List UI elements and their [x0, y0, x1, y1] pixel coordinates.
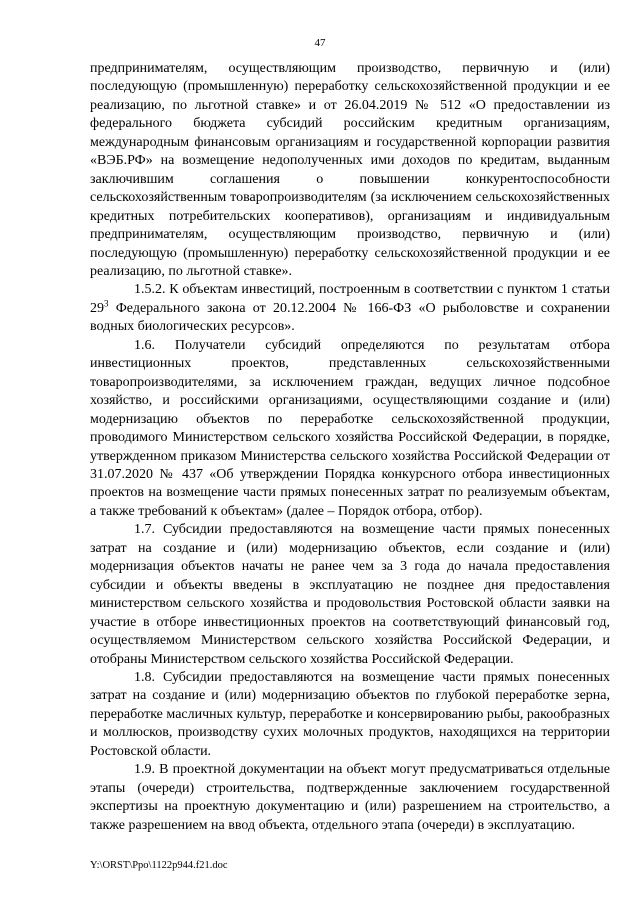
article-superscript: 3 — [104, 298, 109, 309]
paragraph-1-6: 1.6. Получатели субсидий определяются по результатам отбора инвестиционных проектов, представленных сельскохозяйственными товаропроизводителями, за исключением граждан, ведущих личное подсобное хозяйство, и российскими организациями, осуществляющими создание и (или) модернизацию объектов по переработке сельскохозяйственной продукции, проводимого Министерством сельского хозяйства Российской Федерации, в порядке, утвержденном приказом Министерства сельского хозяйства Российской Федерации от 31.07.2020 № 437 «Об утверждении Порядка конкурсного отбора инвестиционных проектов на возмещение части прямых понесенных затрат по реализуемым объектам, а также требований к объектам» (далее – Порядок отбора, отбор). — [90, 337, 610, 519]
page-number: 47 — [314, 37, 326, 49]
paragraph-1-9: 1.9. В проектной документации на объект могут предусматриваться отдельные этапы (очереди) строительства, подтвержденные заключением государственной экспертизы на проектную документацию и (или) разрешением на строительство, а также разрешением на ввод объекта, отдельного этапа (очереди) в эксплуатацию. — [90, 762, 610, 833]
footer-file-path: Y:\ORST\Ppo\1122p944.f21.doc — [90, 860, 228, 871]
paragraph-continuation: предпринимателям, осуществляющим производство, первичную и (или) последующую (промышленную) переработку сельскохозяйственной продукции и ее реализацию, по льготной ставке» и от 26.04.2019 № 512 «О предоставлении из федерального бюджета субсидий российским кредитным организациям, международным финансовым организациям и государственной корпорации развития «ВЭБ.РФ» на возмещение недополученных ими доходов по кредитам, выданным заключившим соглашения о повышении конкурентоспособности сельскохозяйственным товаропроизводителям (за исключением сельскохозяйственных кредитных потребительских кооперативов), организациям и индивидуальным предпринимателям, осуществляющим производство, первичную и (или) последующую (промышленную) переработку сельскохозяйственной продукции и ее реализацию, по льготной ставке». — [90, 61, 610, 279]
paragraph-1-5-2-text-after: Федерального закона от 20.12.2004 № 166-ФЗ «О рыболовстве и сохранении водных биологических ресурсов». — [90, 300, 610, 335]
paragraph-1-5-2-text-before: 1.5.2. К объектам инвестиций, построенным в соответствии с пунктом 1 статьи 29 — [90, 282, 610, 316]
document-body — [90, 60, 610, 835]
paragraph-1-5-2 — [90, 281, 610, 336]
paragraph-1-7: 1.7. Субсидии предоставляются на возмещение части прямых понесенных затрат на создание и (или) модернизацию объектов, если создание и (или) модернизация объектов начаты не ранее чем за 3 года до начала предоставления субсидии и объекты введены в эксплуатацию не позднее дня предоставления министерством сельского хозяйства и продовольствия Ростовской области заявки на участие в отборе инвестиционных проектов на соответствующий финансовый год, осуществляемом Министерством сельского хозяйства Российской Федерации, и отобраны Министерством сельского хозяйства Российской Федерации. — [90, 522, 610, 667]
paragraph-1-8: 1.8. Субсидии предоставляются на возмещение части прямых понесенных затрат на создание и (или) модернизацию объектов по глубокой переработке зерна, переработке масличных культур, переработке и консервированию рыбы, ракообразных и моллюсков, производству сухих молочных продуктов, находящихся на территории Ростовской области. — [90, 669, 610, 759]
